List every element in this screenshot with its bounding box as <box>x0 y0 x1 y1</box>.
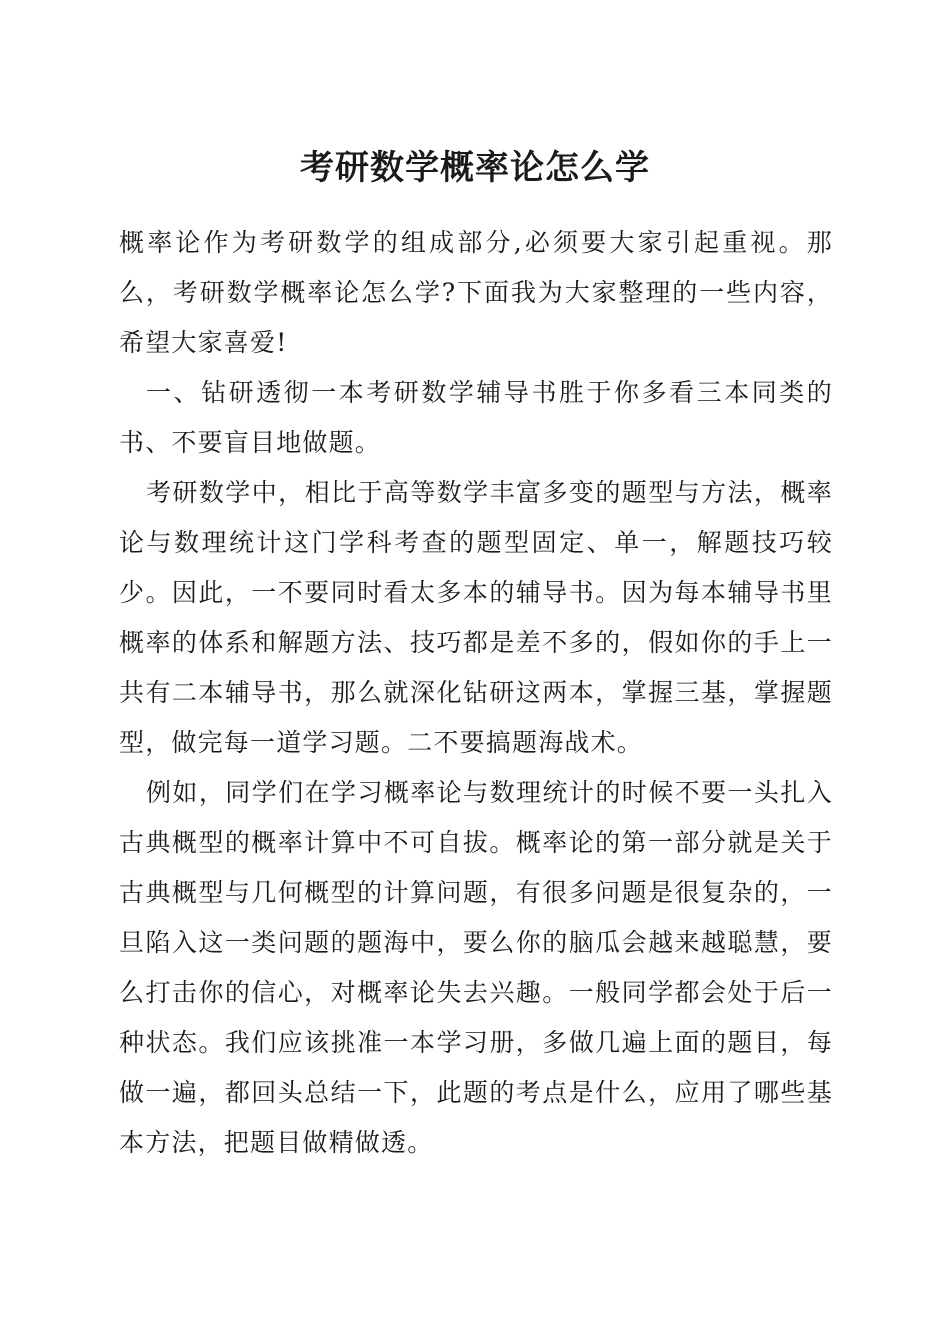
document-title: 考研数学概率论怎么学 <box>300 148 650 188</box>
paragraph-textbook-advice: 考研数学中，相比于高等数学丰富多变的题型与方法，概率论与数理统计这门学科考查的题型固定、单一，解题技巧较少。因此，一不要同时看太多本的辅导书。因为每本辅导书里概率的体系和解题方法、技巧都是差不多的，假如你的手上一共有二本辅导书，那么就深化钻研这两本，掌握三基，掌握题型，做完每一道学习题。二不要搞题海战术。 <box>119 478 833 757</box>
document-body <box>119 218 833 1168</box>
paragraph-example: 例如，同学们在学习概率论与数理统计的时候不要一头扎入古典概型的概率计算中不可自拔。概率论的第一部分就是关于古典概型与几何概型的计算问题，有很多问题是很复杂的，一旦陷入这一类问题的题海中，要么你的脑瓜会越来越聪慧，要么打击你的信心，对概率论失去兴趣。一般同学都会处于后一种状态。我们应该挑准一本学习册，多做几遍上面的题目，每做一遍，都回头总结一下，此题的考点是什么，应用了哪些基本方法，把题目做精做透。 <box>119 778 833 1157</box>
paragraph-heading-one: 一、钻研透彻一本考研数学辅导书胜于你多看三本同类的书、不要盲目地做题。 <box>119 378 833 457</box>
paragraph-intro: 概率论作为考研数学的组成部分,必须要大家引起重视。那么，考研数学概率论怎么学?下面我为大家整理的一些内容，希望大家喜爱! <box>119 228 833 357</box>
